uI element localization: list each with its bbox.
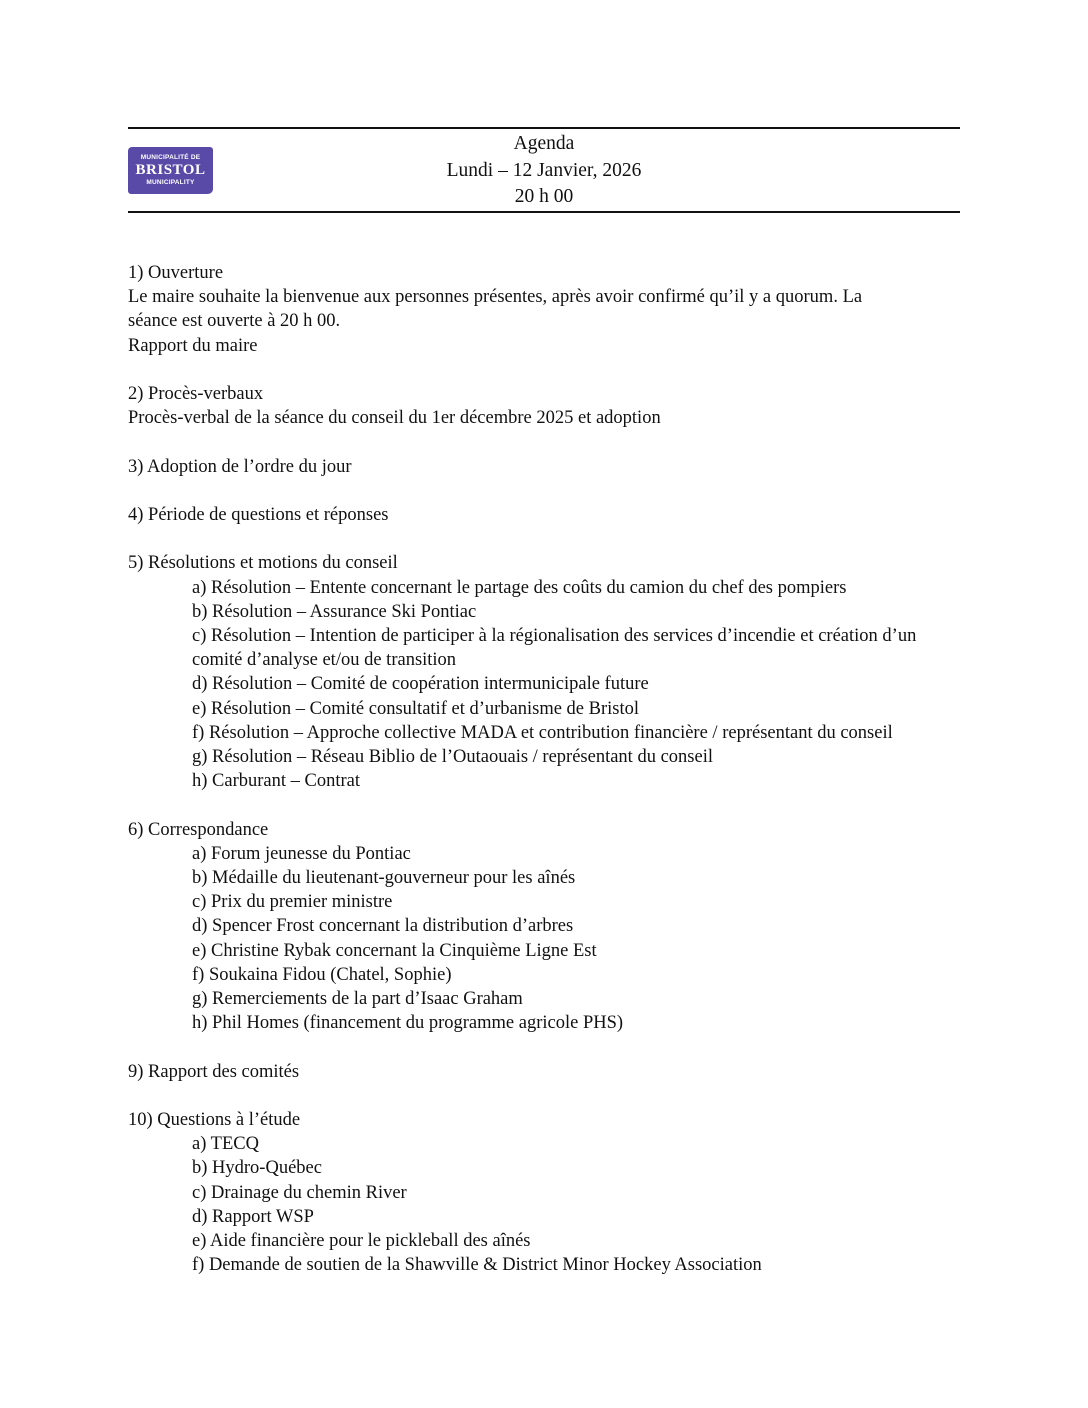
list-item: d) Rapport WSP — [192, 1206, 314, 1227]
section-correspondance — [128, 818, 968, 1036]
list-item: d) Résolution – Comité de coopération intermunicipale future — [192, 674, 649, 695]
agenda-header — [128, 127, 960, 213]
list-item: c) Drainage du chemin River — [192, 1182, 407, 1203]
list-item: a) TECQ — [192, 1134, 259, 1155]
section-heading: 5) Résolutions et motions du conseil — [128, 553, 398, 574]
list-item: b) Médaille du lieutenant-gouverneur pour les aînés — [192, 868, 576, 888]
list-item: f) Soukaina Fidou (Chatel, Sophie) — [192, 964, 452, 985]
section-rapport-comites — [128, 1060, 968, 1084]
list-item: e) Christine Rybak concernant la Cinquième Ligne Est — [192, 940, 597, 961]
list-item: a) Forum jeunesse du Pontiac — [192, 843, 411, 864]
section-text: Le maire souhaite la bienvenue aux personnes présentes, après avoir confirmé qu’il y a quorum. La séance est ouverte à 20 h 00. — [128, 287, 863, 332]
section-heading: 3) Adoption de l’ordre du jour — [128, 456, 352, 477]
logo-line-1: MUNICIPALITÉ DE — [140, 153, 201, 161]
agenda-title: Agenda — [513, 133, 575, 154]
list-item: f) Demande de soutien de la Shawville & District Minor Hockey Association — [192, 1255, 762, 1276]
section-text: Rapport du maire — [128, 335, 258, 356]
meeting-time: 20 h 00 — [514, 186, 574, 207]
section-heading: 1) Ouverture — [128, 263, 224, 283]
section-ouverture — [128, 261, 968, 358]
section-proces-verbaux — [128, 382, 968, 430]
list-item: h) Phil Homes (financement du programme agricole PHS) — [192, 1013, 624, 1034]
list-item: d) Spencer Frost concernant la distribution d’arbres — [192, 916, 574, 937]
section-heading: 4) Période de questions et réponses — [128, 504, 389, 525]
logo-line-2: BRISTOL — [135, 162, 206, 178]
section-questions-reponses — [128, 503, 968, 527]
list-item: c) Prix du premier ministre — [192, 892, 393, 913]
section-questions-etude — [128, 1108, 968, 1277]
list-item: e) Résolution – Comité consultatif et d’urbanisme de Bristol — [192, 698, 640, 719]
agenda-body — [128, 261, 968, 1302]
section-resolutions — [128, 551, 968, 793]
section-heading: 2) Procès-verbaux — [128, 384, 264, 404]
section-text: Procès-verbal de la séance du conseil du 1er décembre 2025 et adoption — [128, 408, 661, 429]
logo-line-3: MUNICIPALITY — [146, 179, 195, 186]
section-heading: 9) Rapport des comités — [128, 1061, 300, 1082]
list-item: c) Résolution – Intention de participer à la régionalisation des services d’incendie et création d’un comité d’analyse et/ou de transition — [192, 625, 917, 671]
list-item: h) Carburant – Contrat — [192, 771, 360, 792]
meeting-date: Lundi – 12 Janvier, 2026 — [446, 159, 642, 181]
list-item: a) Résolution – Entente concernant le partage des coûts du camion du chef des pompiers — [192, 577, 847, 598]
list-item: b) Résolution – Assurance Ski Pontiac — [192, 601, 477, 622]
list-item: e) Aide financière pour le pickleball des aînés — [192, 1231, 531, 1252]
list-item: b) Hydro-Québec — [192, 1158, 322, 1179]
section-adoption — [128, 455, 968, 479]
section-heading: 10) Questions à l’étude — [128, 1110, 301, 1130]
list-item: f) Résolution – Approche collective MADA et contribution financière / représentant du conseil — [192, 722, 893, 743]
section-heading: 6) Correspondance — [128, 819, 269, 840]
title-block — [128, 131, 960, 211]
list-item: g) Résolution – Réseau Biblio de l’Outaouais / représentant du conseil — [192, 747, 713, 767]
list-item: g) Remerciements de la part d’Isaac Graham — [192, 989, 523, 1010]
